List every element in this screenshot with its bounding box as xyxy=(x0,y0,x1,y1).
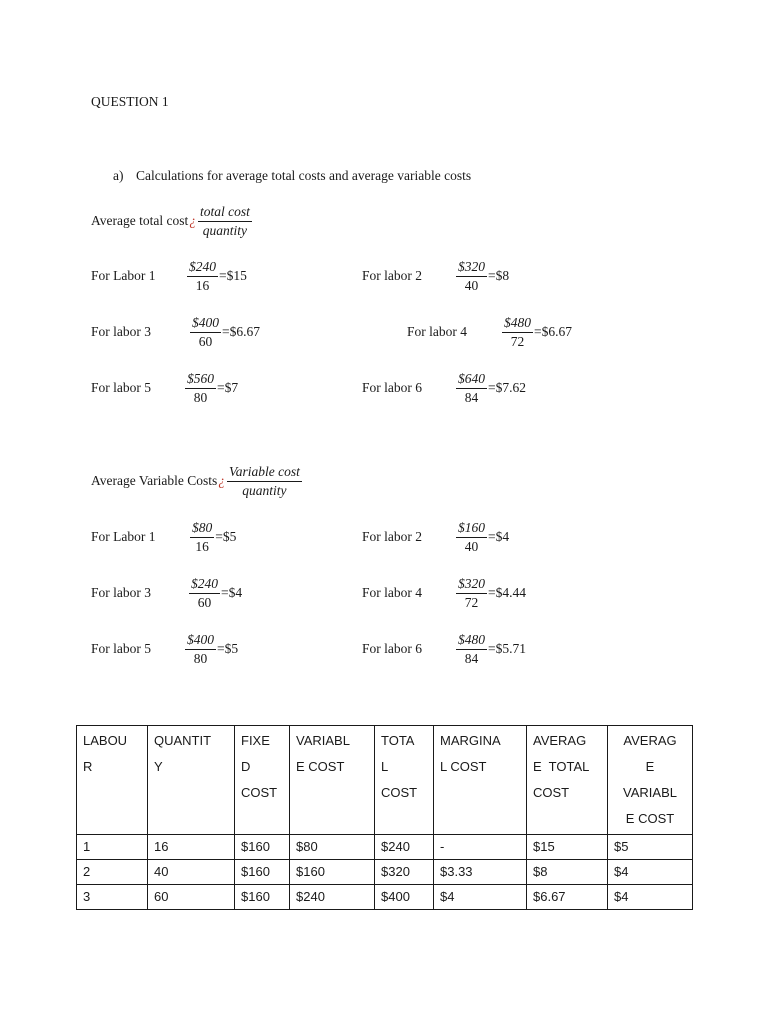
cell-labour: 3 xyxy=(77,885,148,910)
cell-average-total-cost: $6.67 xyxy=(527,885,608,910)
avc-item-den: 72 xyxy=(464,594,479,610)
avc-item-den: 80 xyxy=(193,650,208,666)
avc-item-label: For labor 2 xyxy=(362,529,422,545)
cell-quantity: 40 xyxy=(148,860,235,885)
atc-item-2 xyxy=(362,259,509,293)
atc-item-num: $480 xyxy=(502,315,533,333)
avc-item-result: =$5.71 xyxy=(488,641,526,657)
cell-marginal-cost: $4 xyxy=(434,885,527,910)
atc-item-label: For labor 4 xyxy=(407,324,467,340)
atc-formula xyxy=(91,204,252,238)
avc-item-den: 60 xyxy=(197,594,212,610)
avc-item-num: $320 xyxy=(456,576,487,594)
cell-total-cost: $400 xyxy=(375,885,434,910)
header-total-cost: TOTA L COST xyxy=(375,726,434,835)
avc-item-3 xyxy=(91,576,242,610)
cell-average-variable-cost: $4 xyxy=(608,860,693,885)
header-variable-cost: VARIABL E COST xyxy=(290,726,375,835)
atc-item-num: $320 xyxy=(456,259,487,277)
header-average-variable-cost: AVERAG E VARIABL E COST xyxy=(608,726,693,835)
atc-item-label: For labor 2 xyxy=(362,268,422,284)
question-title: QUESTION 1 xyxy=(91,94,169,109)
cell-labour: 1 xyxy=(77,835,148,860)
atc-item-label: For Labor 1 xyxy=(91,268,156,284)
header-labour: LABOU R xyxy=(77,726,148,835)
atc-item-result: =$7.62 xyxy=(488,380,526,396)
cell-average-total-cost: $15 xyxy=(527,835,608,860)
cell-marginal-cost: - xyxy=(434,835,527,860)
atc-item-num: $240 xyxy=(187,259,218,277)
cell-average-total-cost: $8 xyxy=(527,860,608,885)
part-a-marker: a) xyxy=(113,168,124,183)
avc-item-result: =$5 xyxy=(215,529,237,545)
atc-item-fraction xyxy=(187,259,218,293)
avc-item-5 xyxy=(91,632,238,666)
avc-item-num: $160 xyxy=(456,520,487,538)
atc-item-fraction xyxy=(185,371,216,405)
avc-item-label: For labor 3 xyxy=(91,585,151,601)
avc-denominator: quantity xyxy=(242,482,287,498)
atc-item-den: 40 xyxy=(464,277,479,293)
atc-item-fraction xyxy=(456,371,487,405)
atc-item-5 xyxy=(91,371,238,405)
avc-item-num: $240 xyxy=(189,576,220,594)
header-average-total-cost: AVERAG E TOTAL COST xyxy=(527,726,608,835)
avc-item-fraction xyxy=(456,520,487,554)
atc-item-result: =$6.67 xyxy=(222,324,260,340)
avc-item-num: $480 xyxy=(456,632,487,650)
atc-item-den: 60 xyxy=(198,333,213,349)
cell-total-cost: $240 xyxy=(375,835,434,860)
cell-variable-cost: $80 xyxy=(290,835,375,860)
avc-item-result: =$4 xyxy=(488,529,510,545)
avc-fraction xyxy=(227,464,302,498)
cost-table xyxy=(76,725,693,910)
atc-item-fraction xyxy=(456,259,487,293)
avc-label: Average Variable Costs xyxy=(91,473,218,489)
cell-quantity: 16 xyxy=(148,835,235,860)
cell-average-variable-cost: $5 xyxy=(608,835,693,860)
avc-item-den: 84 xyxy=(464,650,479,666)
cell-average-variable-cost: $4 xyxy=(608,885,693,910)
table-header-row xyxy=(77,726,693,835)
atc-item-den: 80 xyxy=(193,389,208,405)
atc-item-fraction xyxy=(502,315,533,349)
avc-item-label: For Labor 1 xyxy=(91,529,156,545)
atc-item-num: $640 xyxy=(456,371,487,389)
avc-item-den: 40 xyxy=(464,538,479,554)
cell-fixed-cost: $160 xyxy=(235,835,290,860)
header-fixed-cost: FIXE D COST xyxy=(235,726,290,835)
atc-item-label: For labor 3 xyxy=(91,324,151,340)
avc-item-fraction xyxy=(189,576,220,610)
atc-item-num: $400 xyxy=(190,315,221,333)
avc-item-fraction xyxy=(456,576,487,610)
cell-quantity: 60 xyxy=(148,885,235,910)
avc-item-num: $80 xyxy=(190,520,214,538)
atc-item-den: 72 xyxy=(510,333,525,349)
cell-marginal-cost: $3.33 xyxy=(434,860,527,885)
avc-item-label: For labor 4 xyxy=(362,585,422,601)
avc-item-4 xyxy=(362,576,526,610)
avc-item-result: =$5 xyxy=(217,641,239,657)
table-row xyxy=(77,885,693,910)
cell-variable-cost: $240 xyxy=(290,885,375,910)
atc-item-result: =$7 xyxy=(217,380,239,396)
atc-item-label: For labor 6 xyxy=(362,380,422,396)
atc-item-den: 16 xyxy=(195,277,210,293)
avc-item-fraction xyxy=(456,632,487,666)
atc-item-result: =$6.67 xyxy=(534,324,572,340)
cell-total-cost: $320 xyxy=(375,860,434,885)
cell-labour: 2 xyxy=(77,860,148,885)
avc-formula xyxy=(91,464,302,498)
avc-item-6 xyxy=(362,632,526,666)
atc-item-label: For labor 5 xyxy=(91,380,151,396)
avc-item-fraction xyxy=(190,520,214,554)
avc-numerator: Variable cost xyxy=(227,464,302,482)
header-quantity: QUANTIT Y xyxy=(148,726,235,835)
atc-item-fraction xyxy=(190,315,221,349)
header-marginal-cost: MARGINA L COST xyxy=(434,726,527,835)
atc-item-result: =$15 xyxy=(219,268,247,284)
table-row xyxy=(77,835,693,860)
avc-item-result: =$4.44 xyxy=(488,585,526,601)
avc-item-den: 16 xyxy=(195,538,209,554)
atc-item-num: $560 xyxy=(185,371,216,389)
avc-item-1 xyxy=(91,520,236,554)
atc-denominator: quantity xyxy=(202,222,248,238)
avc-symbol: ¿ xyxy=(218,473,225,489)
avc-item-2 xyxy=(362,520,509,554)
atc-symbol: ¿ xyxy=(189,213,196,229)
cell-fixed-cost: $160 xyxy=(235,860,290,885)
avc-item-label: For labor 5 xyxy=(91,641,151,657)
table-row xyxy=(77,860,693,885)
atc-label: Average total cost xyxy=(91,213,189,229)
atc-numerator: total cost xyxy=(198,204,252,222)
cell-fixed-cost: $160 xyxy=(235,885,290,910)
atc-item-1 xyxy=(91,259,247,293)
part-a-text: Calculations for average total costs and average variable costs xyxy=(136,168,472,183)
atc-item-3 xyxy=(91,315,260,349)
cell-variable-cost: $160 xyxy=(290,860,375,885)
avc-item-fraction xyxy=(185,632,216,666)
atc-item-6 xyxy=(362,371,526,405)
avc-item-num: $400 xyxy=(185,632,216,650)
avc-item-result: =$4 xyxy=(221,585,243,601)
atc-fraction xyxy=(198,204,252,238)
atc-item-result: =$8 xyxy=(488,268,510,284)
atc-item-den: 84 xyxy=(464,389,479,405)
avc-item-label: For labor 6 xyxy=(362,641,422,657)
atc-item-4 xyxy=(407,315,572,349)
